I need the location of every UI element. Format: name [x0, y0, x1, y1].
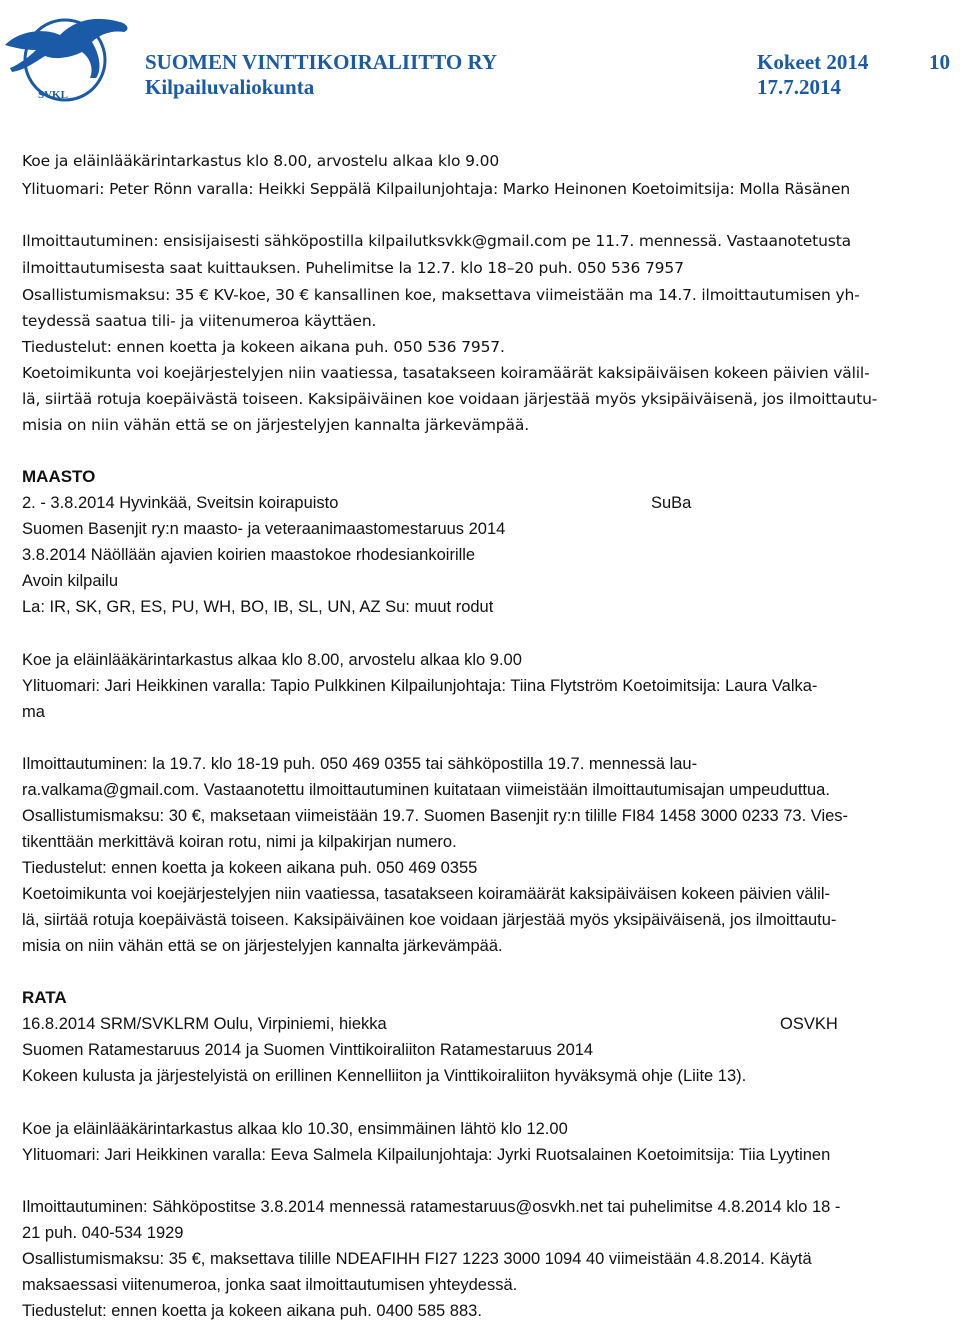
page-number: 10 [929, 50, 950, 74]
text-line: Kokeen kulusta ja järjestelyistä on erillinen Kennelliiton ja Vinttikoiraliiton hyväksymä ohje (Liite 13). [22, 1067, 747, 1085]
text-line: Suomen Ratamestaruus 2014 ja Suomen Vinttikoiraliiton Ratamestaruus 2014 [22, 1041, 594, 1059]
text-line: misia on niin vähän että se on järjestelyjen kannalta järkevämpää. [22, 416, 529, 434]
text-line: maksaessasi viitenumeroa, jonka saat ilmoittautumisen yhteydessä. [22, 1276, 518, 1294]
text-line: Koetoimikunta voi koejärjestelyjen niin vaatiessa, tasatakseen koiramäärät kaksipäiväisen kokeen päivien välil- [22, 885, 831, 903]
doc-date: 17.7.2014 [757, 75, 841, 99]
doc-title: Kokeet 2014 [757, 50, 869, 74]
text-line: Ylituomari: Peter Rönn varalla: Heikki Seppälä Kilpailunjohtaja: Marko Heinonen Koetoimitsija: Molla Räsänen [22, 180, 851, 198]
text-line: Osallistumismaksu: 30 €, maksetaan viimeistään 19.7. Suomen Basenjit ry:n tilille FI84 1458 3000 0233 73. Vies- [22, 807, 849, 825]
text-line: misia on niin vähän että se on järjestelyjen kannalta järkevämpää. [22, 937, 503, 955]
text-line: Osallistumismaksu: 35 €, maksettava tilille NDEAFIHH FI27 1223 3000 1094 40 viimeistään 4.8.2014. Käytä [22, 1250, 812, 1268]
logo-lettering: SVKL [38, 89, 68, 101]
page-header [0, 0, 960, 110]
text-line: Ylituomari: Jari Heikkinen varalla: Eeva Salmela Kilpailunjohtaja: Jyrki Ruotsalainen Koetoimitsija: Tiia Lyytinen [22, 1146, 831, 1164]
organizer-club: OSVKH [780, 1015, 838, 1033]
committee-name: Kilpailuvaliokunta [145, 75, 315, 99]
org-name: SUOMEN VINTTIKOIRALIITTO RY [145, 50, 498, 74]
text-line: ra.valkama@gmail.com. Vastaanotettu ilmoittautuminen kuitataan viimeistään ilmoittautumisajan umpeuduttua. [22, 781, 830, 799]
text-line: Tiedustelut: ennen koetta ja kokeen aikana puh. 0400 585 883. [22, 1302, 482, 1320]
text-line: tikenttään merkittävä koiran rotu, nimi ja kilpakirjan numero. [22, 833, 457, 851]
text-line: Tiedustelut: ennen koetta ja kokeen aikana puh. 050 536 7957. [22, 338, 505, 356]
text-line: lä, siirtää rotuja koepäivästä toiseen. Kaksipäiväinen koe voidaan järjestää myös yksipäiväisenä, jos ilmoittautu- [22, 390, 878, 408]
text-line: Ilmoittautuminen: Sähköpostitse 3.8.2014 mennessä ratamestaruus@osvkh.net tai puhelimitse 4.8.2014 klo 18 - [22, 1198, 841, 1216]
text-line: Tiedustelut: ennen koetta ja kokeen aikana puh. 050 469 0355 [22, 859, 478, 877]
text-line: teydessä saatua tili- ja viitenumeroa käyttäen. [22, 312, 377, 330]
text-line: Koe ja eläinlääkärintarkastus alkaa klo 8.00, arvostelu alkaa klo 9.00 [22, 651, 522, 669]
text-line: Ilmoittautuminen: ensisijaisesti sähköpostilla kilpailutksvkk@gmail.com pe 11.7. mennessä. Vastaanotetusta [22, 232, 851, 250]
text-line: Osallistumismaksu: 35 € KV-koe, 30 € kansallinen koe, maksettava viimeistään ma 14.7. ilmoittautumisen yh- [22, 286, 860, 304]
text-line: 3.8.2014 Näöllään ajavien koirien maastokoe rhodesiankoirille [22, 546, 476, 564]
text-line: Avoin kilpailu [22, 572, 119, 590]
section-heading-maasto: MAASTO [22, 467, 96, 486]
text-line: Suomen Basenjit ry:n maasto- ja veteraanimaastomestaruus 2014 [22, 520, 506, 538]
event-date-place: 16.8.2014 SRM/SVKLRM Oulu, Virpiniemi, hiekka [22, 1015, 387, 1033]
text-line: Koe ja eläinlääkärintarkastus klo 8.00, arvostelu alkaa klo 9.00 [22, 152, 500, 170]
greyhound-logo-icon [0, 0, 135, 110]
text-line: ma [22, 703, 45, 721]
text-line: Ilmoittautuminen: la 19.7. klo 18-19 puh. 050 469 0355 tai sähköpostilla 19.7. mennessä lau- [22, 755, 698, 773]
text-line: Ylituomari: Jari Heikkinen varalla: Tapio Pulkkinen Kilpailunjohtaja: Tiina Flytström Koetoimitsija: Laura Valka- [22, 677, 818, 695]
text-line: lä, siirtää rotuja koepäivästä toiseen. Kaksipäiväinen koe voidaan järjestää myös yksipäiväisenä, jos ilmoittautu- [22, 911, 837, 929]
text-line: La: IR, SK, GR, ES, PU, WH, BO, IB, SL, UN, AZ Su: muut rodut [22, 598, 494, 616]
text-line: ilmoittautumisesta saat kuittauksen. Puhelimitse la 12.7. klo 18–20 puh. 050 536 7957 [22, 259, 684, 277]
text-line: Koetoimikunta voi koejärjestelyjen niin vaatiessa, tasatakseen koiramäärät kaksipäiväisen kokeen päivien välil- [22, 364, 870, 382]
text-line: 21 puh. 040-534 1929 [22, 1224, 184, 1242]
event-date-place: 2. - 3.8.2014 Hyvinkää, Sveitsin koirapuisto [22, 494, 339, 512]
section-heading-rata: RATA [22, 988, 67, 1007]
text-line: Koe ja eläinlääkärintarkastus alkaa klo 10.30, ensimmäinen lähtö klo 12.00 [22, 1120, 568, 1138]
organizer-club: SuBa [651, 494, 692, 512]
